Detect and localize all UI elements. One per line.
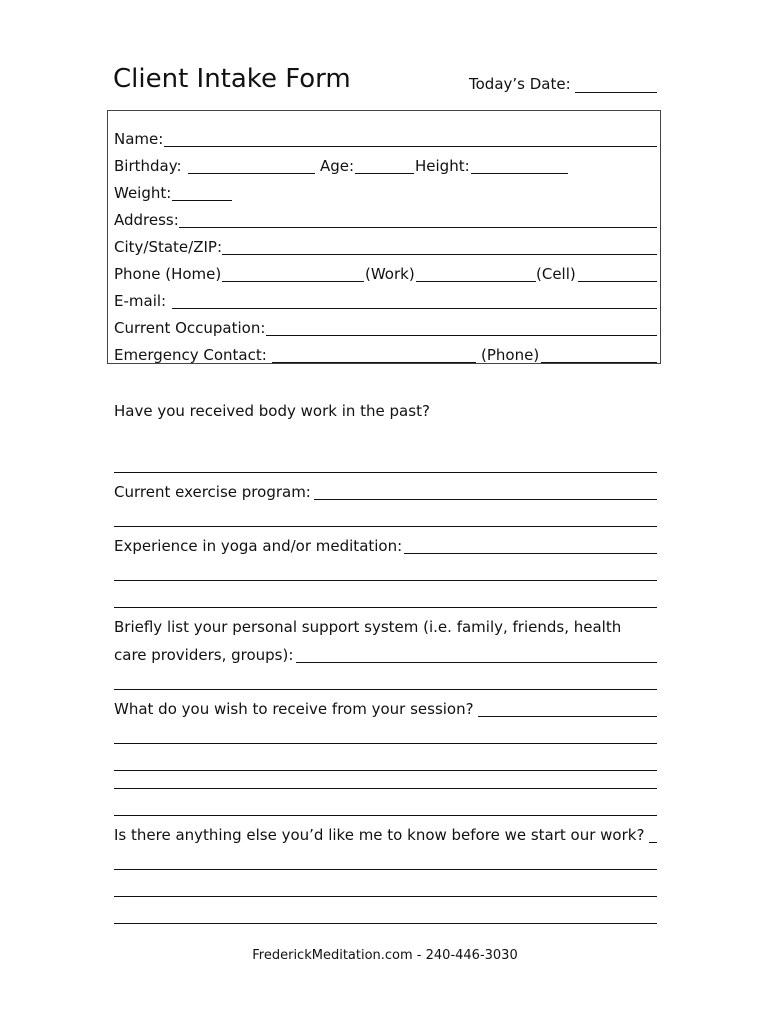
email-field[interactable] — [172, 308, 657, 309]
session-question: What do you wish to receive from your session? — [114, 700, 474, 718]
emergency-phone-field[interactable] — [541, 362, 657, 363]
anything-else-answer-line[interactable] — [114, 923, 657, 924]
occupation-label: Current Occupation: — [114, 319, 266, 337]
phone-work-label: (Work) — [365, 265, 415, 283]
city-state-zip-label: City/State/ZIP: — [114, 238, 223, 256]
emergency-contact-label: Emergency Contact: — [114, 346, 267, 364]
exercise-answer-line[interactable] — [114, 526, 657, 527]
body-work-question: Have you received body work in the past? — [114, 402, 430, 420]
phone-work-field[interactable] — [416, 281, 536, 282]
session-answer-line[interactable] — [114, 770, 657, 771]
support-question-line2: care providers, groups): — [114, 646, 294, 664]
session-answer-line[interactable] — [478, 716, 657, 717]
yoga-answer-line[interactable] — [114, 607, 657, 608]
yoga-answer-line[interactable] — [404, 553, 657, 554]
footer-contact: FrederickMeditation.com - 240-446-3030 — [252, 948, 518, 963]
anything-else-answer-line[interactable] — [114, 896, 657, 897]
session-answer-line[interactable] — [114, 788, 657, 789]
anything-else-answer-line[interactable] — [649, 842, 657, 843]
address-field[interactable] — [179, 227, 657, 228]
height-field[interactable] — [471, 173, 568, 174]
emergency-contact-field[interactable] — [272, 362, 476, 363]
yoga-question: Experience in yoga and/or meditation: — [114, 537, 403, 555]
phone-home-field[interactable] — [222, 281, 364, 282]
session-answer-line[interactable] — [114, 815, 657, 816]
height-label: Height: — [415, 157, 470, 175]
phone-home-label: Phone (Home) — [114, 265, 222, 283]
yoga-answer-line[interactable] — [114, 580, 657, 581]
exercise-answer-line[interactable] — [314, 499, 657, 500]
anything-else-answer-line[interactable] — [114, 869, 657, 870]
emergency-phone-label: (Phone) — [481, 346, 540, 364]
occupation-field[interactable] — [266, 335, 657, 336]
form-title: Client Intake Form — [113, 64, 351, 94]
todays-date-field[interactable] — [575, 92, 657, 93]
age-label: Age: — [320, 157, 355, 175]
city-state-zip-field[interactable] — [222, 254, 657, 255]
address-label: Address: — [114, 211, 179, 229]
support-answer-line[interactable] — [296, 662, 657, 663]
weight-field[interactable] — [172, 200, 232, 201]
phone-cell-label: (Cell) — [536, 265, 576, 283]
exercise-question: Current exercise program: — [114, 483, 311, 501]
todays-date-label: Today’s Date: — [469, 75, 571, 93]
birthday-label: Birthday: — [114, 157, 182, 175]
weight-label: Weight: — [114, 184, 172, 202]
anything-else-question: Is there anything else you’d like me to know before we start our work? — [114, 826, 645, 844]
email-label: E-mail: — [114, 292, 167, 310]
support-answer-line[interactable] — [114, 689, 657, 690]
session-answer-line[interactable] — [114, 743, 657, 744]
name-field[interactable] — [164, 146, 657, 147]
support-question-line1: Briefly list your personal support system (i.e. family, friends, health — [114, 618, 622, 636]
age-field[interactable] — [355, 173, 414, 174]
body-work-answer-line[interactable] — [114, 472, 657, 473]
phone-cell-field[interactable] — [578, 281, 657, 282]
birthday-field[interactable] — [188, 173, 315, 174]
name-label: Name: — [114, 130, 164, 148]
